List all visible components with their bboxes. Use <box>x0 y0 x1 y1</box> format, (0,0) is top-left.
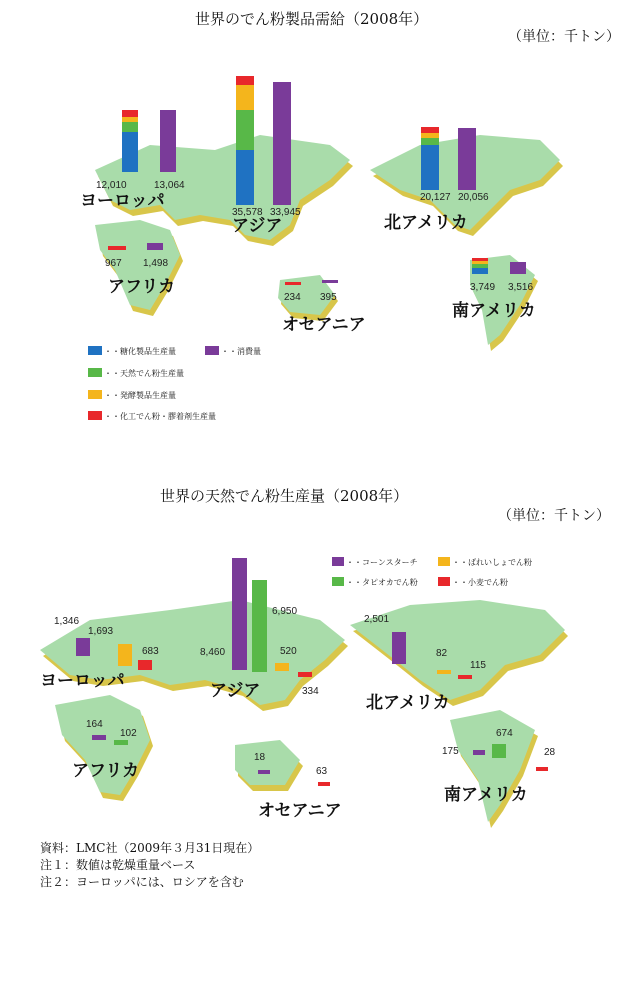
chart1-africa-consumption-label: 1,498 <box>143 258 169 269</box>
chart2-oceania-cornstarch-bar <box>258 770 270 774</box>
chart1-region-namerica: 北アメリカ <box>384 213 468 233</box>
chart1-region-europe: ヨーロッパ <box>80 191 165 211</box>
chart2-title: 世界の天然でん粉生産量（2008年） <box>160 487 409 505</box>
chart1-samerica-consumption-label: 3,516 <box>508 282 534 293</box>
chart1-africa-production-label: 967 <box>105 258 122 269</box>
chart1-europe-production-bar <box>122 110 138 172</box>
legend-label-consumption: ・・消費量 <box>221 347 261 356</box>
chart2-namerica-wheat-bar <box>458 675 472 679</box>
chart2-asia-potato-bar <box>275 663 289 671</box>
chart2-namerica-potato-label: 82 <box>436 648 448 659</box>
chart2-africa-tapioca-label: 102 <box>120 728 137 739</box>
legend-label-tapioca: ・・タピオカでん粉 <box>346 578 418 587</box>
legend-label-ferment: ・・発酵製品生産量 <box>104 391 176 400</box>
legend-swatch-sugar <box>88 346 102 355</box>
legend-swatch-chemical <box>88 411 102 420</box>
chart2-asia-wheat-label: 334 <box>302 686 319 697</box>
chart1-asia-consumption-label: 33,945 <box>270 207 301 218</box>
source-notes <box>40 840 259 891</box>
chart1-asia-production-bar <box>236 76 254 205</box>
chart2-region-africa: アフリカ <box>72 761 140 781</box>
legend-label-wheat: ・・小麦でん粉 <box>452 578 508 587</box>
legend-swatch-cornstarch <box>332 557 344 566</box>
legend-label-sugar: ・・糖化製品生産量 <box>104 347 176 356</box>
chart1-region-oceania: オセアニア <box>282 315 366 335</box>
chart2-asia-tapioca-label: 6,950 <box>272 606 298 617</box>
chart2-europe-wheat-label: 683 <box>142 646 159 657</box>
chart2-oceania-wheat-label: 63 <box>316 766 328 777</box>
chart2-samerica-tapioca-bar <box>492 744 506 758</box>
chart2-region-oceania: オセアニア <box>258 801 342 821</box>
chart1-unit: （単位：千トン） <box>508 29 620 45</box>
chart2-europe-cornstarch-label: 1,346 <box>54 616 80 627</box>
chart1-asia-production-label: 35,578 <box>232 207 263 218</box>
chart1-samerica-production-bar <box>472 258 488 274</box>
chart2-namerica-cornstarch-bar <box>392 632 406 664</box>
legend-swatch-potato <box>438 557 450 566</box>
chart1-namerica-consumption-label: 20,056 <box>458 192 489 203</box>
chart1-namerica-production-bar <box>421 127 439 190</box>
legend-swatch-ferment <box>88 390 102 399</box>
chart2-africa-tapioca-bar <box>114 740 128 745</box>
chart1-europe-production-label: 12,010 <box>96 180 127 191</box>
chart2-europe-potato-bar <box>118 644 132 666</box>
chart1-namerica-consumption-bar <box>458 128 476 190</box>
chart1-samerica-production-label: 3,749 <box>470 282 496 293</box>
chart1-oceania-production-label: 234 <box>284 292 301 303</box>
chart2-region-samerica: 南アメリカ <box>444 785 528 805</box>
chart2-asia-wheat-bar <box>298 672 312 677</box>
legend-swatch-natural <box>88 368 102 377</box>
chart2-namerica-wheat-label: 115 <box>470 660 486 671</box>
legend-label-chemical: ・・化工でん粉・膠着剤生産量 <box>104 412 216 421</box>
chart1-africa-consumption-bar <box>147 243 163 250</box>
note-2: 注２：ヨーロッパには、ロシアを含む <box>40 875 244 889</box>
legend-swatch-tapioca <box>332 577 344 586</box>
legend-label-natural: ・・天然でん粉生産量 <box>104 369 184 378</box>
chart2-europe-potato-label: 1,693 <box>88 626 114 637</box>
chart2-samerica-cornstarch-label: 175 <box>442 746 459 757</box>
chart1-oceania-consumption-label: 395 <box>320 292 337 303</box>
note-source: 資料：LMC社（2009年３月31日現在） <box>40 841 260 855</box>
chart2-asia-potato-label: 520 <box>280 646 297 657</box>
legend-label-potato: ・・ばれいしょでん粉 <box>452 558 532 567</box>
chart1-region-asia: アジア <box>232 216 283 236</box>
chart2-europe-cornstarch-bar <box>76 638 90 656</box>
chart2-asia-cornstarch-bar <box>232 558 247 670</box>
chart2-asia-cornstarch-label: 8,460 <box>200 647 226 658</box>
chart1-legend <box>88 346 261 421</box>
chart2-oceania-wheat-bar <box>318 782 330 786</box>
chart2-region-asia: アジア <box>210 681 261 701</box>
chart2-unit: （単位：千トン） <box>498 508 610 524</box>
chart2-region-europe: ヨーロッパ <box>40 671 125 691</box>
chart2-africa-cornstarch-label: 164 <box>86 719 103 730</box>
legend-label-cornstarch: ・・コーンスターチ <box>346 558 418 567</box>
chart2-africa-cornstarch-bar <box>92 735 106 740</box>
chart2-samerica-wheat-bar <box>536 767 548 771</box>
chart1-map <box>0 40 639 480</box>
chart1-title: 世界のでん粉製品需給（2008年） <box>195 10 429 28</box>
chart1-asia-consumption-bar <box>273 82 291 205</box>
chart1-namerica-production-label: 20,127 <box>420 192 451 203</box>
note-1: 注１：数値は乾燥重量ベース <box>40 858 196 872</box>
chart2-samerica-tapioca-label: 674 <box>496 728 513 739</box>
chart1-europe-consumption-bar <box>160 110 176 172</box>
chart2-namerica-cornstarch-label: 2,501 <box>364 614 390 625</box>
chart1-africa-production-bar <box>108 246 126 250</box>
chart1-region-samerica: 南アメリカ <box>452 301 536 321</box>
chart2-samerica-wheat-label: 28 <box>544 747 556 758</box>
chart2-samerica-cornstarch-bar <box>473 750 485 755</box>
chart2-region-namerica: 北アメリカ <box>366 693 450 713</box>
chart2-legend <box>332 557 532 587</box>
chart1-oceania-consumption-bar <box>322 280 338 283</box>
chart2-oceania-cornstarch-label: 18 <box>254 752 266 763</box>
chart1-region-africa: アフリカ <box>108 277 176 297</box>
chart2-asia-tapioca-bar <box>252 580 267 672</box>
chart2-map <box>0 530 639 840</box>
chart2-europe-wheat-bar <box>138 660 152 670</box>
chart1-samerica-consumption-bar <box>510 262 526 274</box>
chart1-europe-consumption-label: 13,064 <box>154 180 185 191</box>
chart1-oceania-production-bar <box>285 282 301 285</box>
legend-swatch-consumption <box>205 346 219 355</box>
chart2-namerica-potato-bar <box>437 670 451 674</box>
legend-swatch-wheat <box>438 577 450 586</box>
